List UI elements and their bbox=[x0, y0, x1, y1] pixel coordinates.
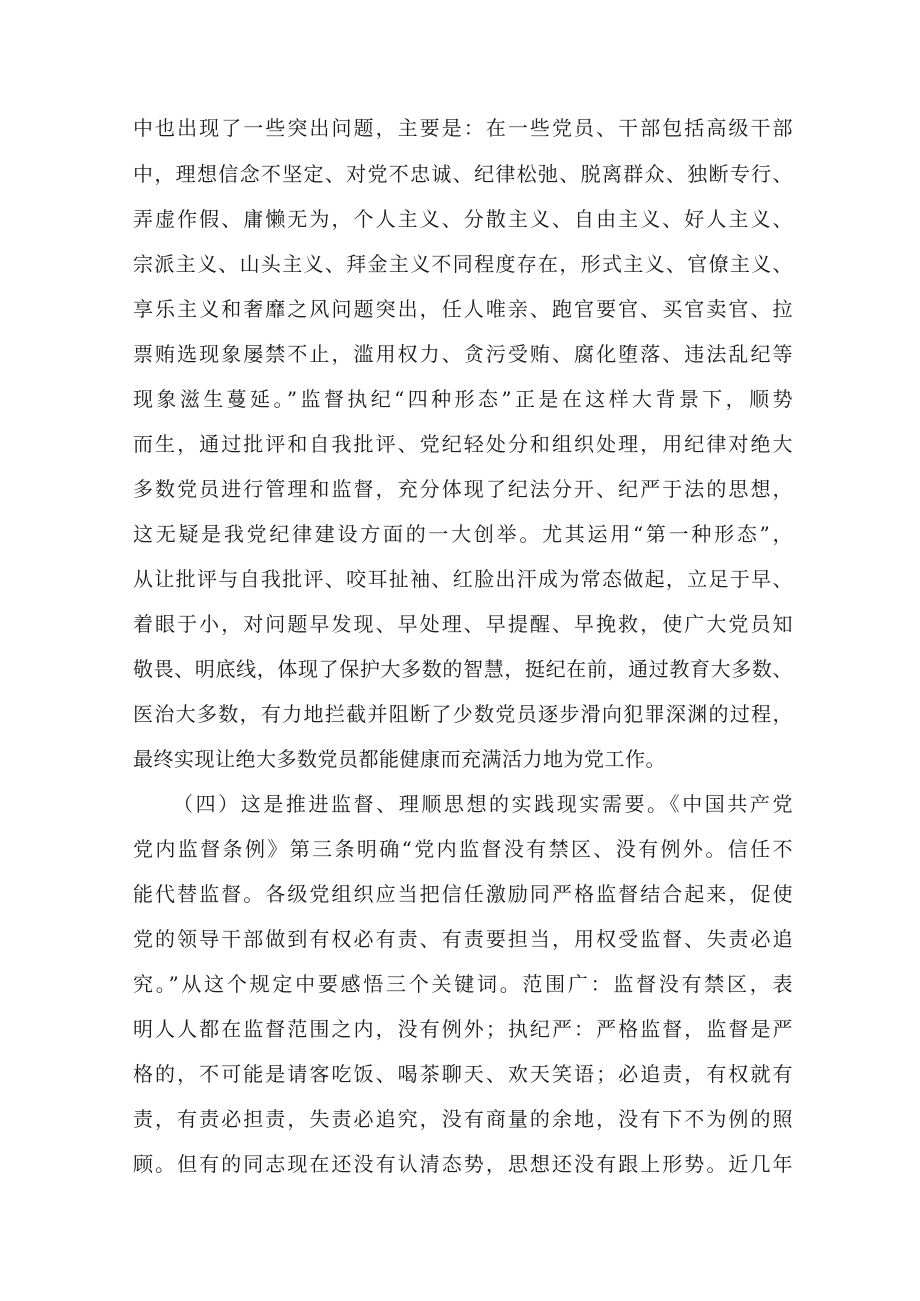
text-line: 究。”从这个规定中要感悟三个关键词。范围广：监督没有禁区，表 bbox=[133, 972, 793, 996]
text-line: 多数党员进行管理和监督，充分体现了纪法分开、纪严于法的思想， bbox=[133, 477, 793, 501]
text-line: 责，有责必担责，失责必追究，没有商量的余地，没有下不为例的照 bbox=[133, 1107, 793, 1131]
text-line: 享乐主义和奢靡之风问题突出，任人唯亲、跑官要官、买官卖官、拉 bbox=[133, 297, 793, 321]
text-line: 党的领导干部做到有权必有责、有责要担当，用权受监督、失责必追 bbox=[133, 927, 793, 951]
text-line: 敬畏、明底线，体现了保护大多数的智慧，挺纪在前，通过教育大多数、 bbox=[133, 657, 793, 681]
text-line: 着眼于小，对问题早发现、早处理、早提醒、早挽救，使广大党员知 bbox=[133, 612, 793, 636]
text-line: 党内监督条例》第三条明确“党内监督没有禁区、没有例外。信任不 bbox=[133, 837, 793, 861]
paragraph-first-line: （四）这是推进监督、理顺思想的实践现实需要。《中国共产党 bbox=[173, 792, 793, 816]
text-line: 顾。但有的同志现在还没有认清态势，思想还没有跟上形势。近几年 bbox=[133, 1152, 793, 1176]
text-line: 医治大多数，有力地拦截并阻断了少数党员逐步滑向犯罪深渊的过程， bbox=[133, 702, 793, 726]
text-line: 而生，通过批评和自我批评、党纪轻处分和组织处理，用纪律对绝大 bbox=[133, 432, 793, 456]
text-line: 格的，不可能是请客吃饭、喝茶聊天、欢天笑语；必追责，有权就有 bbox=[133, 1062, 793, 1086]
text-line: 弄虚作假、庸懒无为，个人主义、分散主义、自由主义、好人主义、 bbox=[133, 207, 793, 231]
text-line: 能代替监督。各级党组织应当把信任激励同严格监督结合起来，促使 bbox=[133, 882, 793, 906]
text-line: 明人人都在监督范围之内，没有例外；执纪严：严格监督，监督是严 bbox=[133, 1017, 793, 1041]
text-line: 从让批评与自我批评、咬耳扯袖、红脸出汗成为常态做起，立足于早、 bbox=[133, 567, 793, 591]
paragraph-last-line: 最终实现让绝大多数党员都能健康而充满活力地为党工作。 bbox=[133, 747, 666, 771]
text-line: 这无疑是我党纪律建设方面的一大创举。尤其运用“第一种形态”， bbox=[133, 522, 793, 546]
text-line: 宗派主义、山头主义、拜金主义不同程度存在，形式主义、官僚主义、 bbox=[133, 252, 793, 276]
text-line: 中，理想信念不坚定、对党不忠诚、纪律松弛、脱离群众、独断专行、 bbox=[133, 162, 793, 186]
text-line: 票贿选现象屡禁不止，滥用权力、贪污受贿、腐化堕落、违法乱纪等 bbox=[133, 342, 793, 366]
text-line: 中也出现了一些突出问题，主要是：在一些党员、干部包括高级干部 bbox=[133, 116, 793, 140]
text-line: 现象滋生蔓延。”监督执纪“四种形态”正是在这样大背景下，顺势 bbox=[133, 387, 793, 411]
